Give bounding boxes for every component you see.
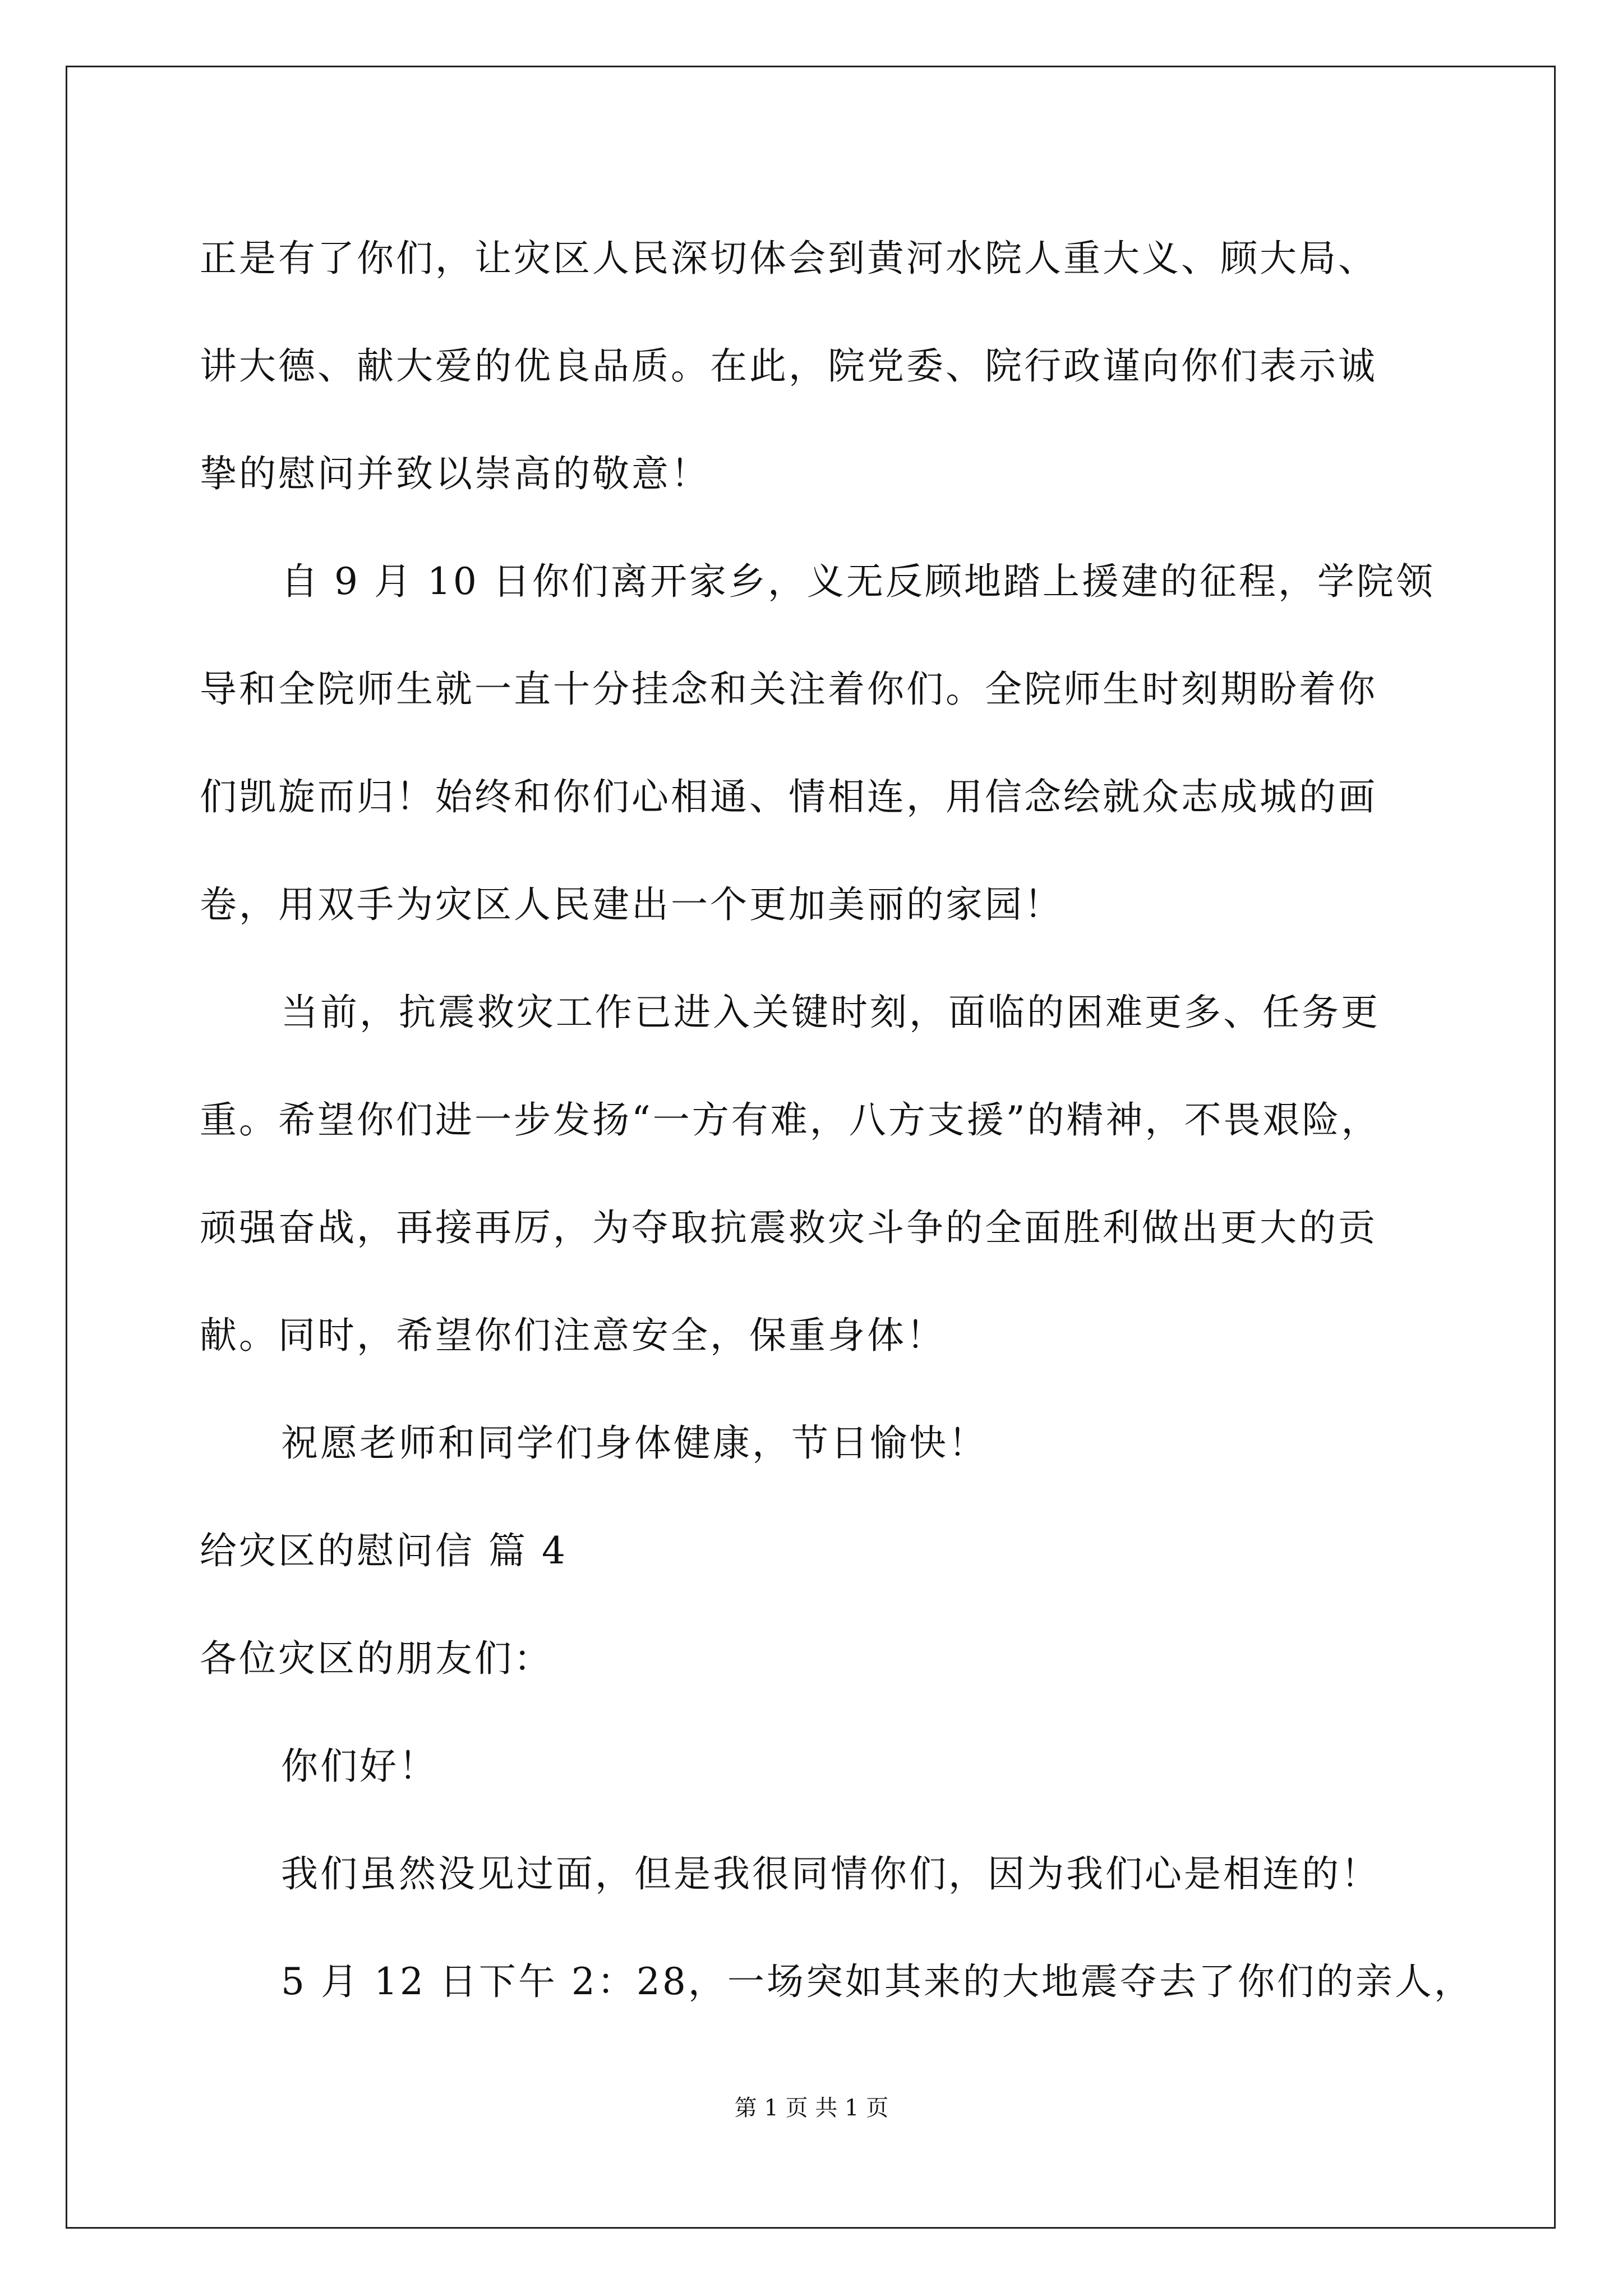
page-number-footer: 第 1 页 共 1 页 [734, 2095, 889, 2121]
text-line: 导和全院师生就一直十分挂念和关注着你们。全院师生时刻期盼着你 [200, 668, 1377, 711]
text-line: 挚的慰问并致以崇高的敬意！ [200, 452, 710, 495]
text-line: 正是有了你们，让灾区人民深切体会到黄河水院人重大义、顾大局、 [200, 237, 1377, 280]
greeting: 你们好！ [281, 1745, 438, 1788]
paragraph-start-line: 5 月 12 日下午 2：28，一场突如其来的大地震夺去了你们的亲人， [281, 1960, 1473, 2003]
text-line: 讲大德、献大爱的优良品质。在此，院党委、院行政谨向你们表示诚 [200, 344, 1377, 388]
paragraph-start-line: 当前，抗震救灾工作已进入关键时刻，面临的困难更多、任务更 [281, 991, 1380, 1034]
paragraph-start-line: 自 9 月 10 日你们离开家乡，义无反顾地踏上援建的征程，学院领 [281, 560, 1435, 603]
text-line: 卷，用双手为灾区人民建出一个更加美丽的家园！ [200, 883, 1063, 926]
paragraph-start-line: 我们虽然没见过面，但是我很同情你们，因为我们心是相连的！ [281, 1852, 1380, 1895]
paragraph-start-line: 祝愿老师和同学们身体健康，节日愉快！ [281, 1421, 988, 1465]
salutation: 各位灾区的朋友们： [200, 1637, 553, 1680]
section-heading: 给灾区的慰问信 篇 4 [200, 1529, 568, 1572]
text-line: 顽强奋战，再接再厉，为夺取抗震救灾斗争的全面胜利做出更大的贡 [200, 1206, 1377, 1249]
text-line: 献。同时，希望你们注意安全，保重身体！ [200, 1314, 946, 1357]
text-line: 们凯旋而归！始终和你们心相通、情相连，用信念绘就众志成城的画 [200, 775, 1377, 818]
document-body [200, 205, 1473, 2036]
text-line: 重。希望你们进一步发扬“一方有难，八方支援”的精神，不畏艰险， [200, 1098, 1381, 1142]
